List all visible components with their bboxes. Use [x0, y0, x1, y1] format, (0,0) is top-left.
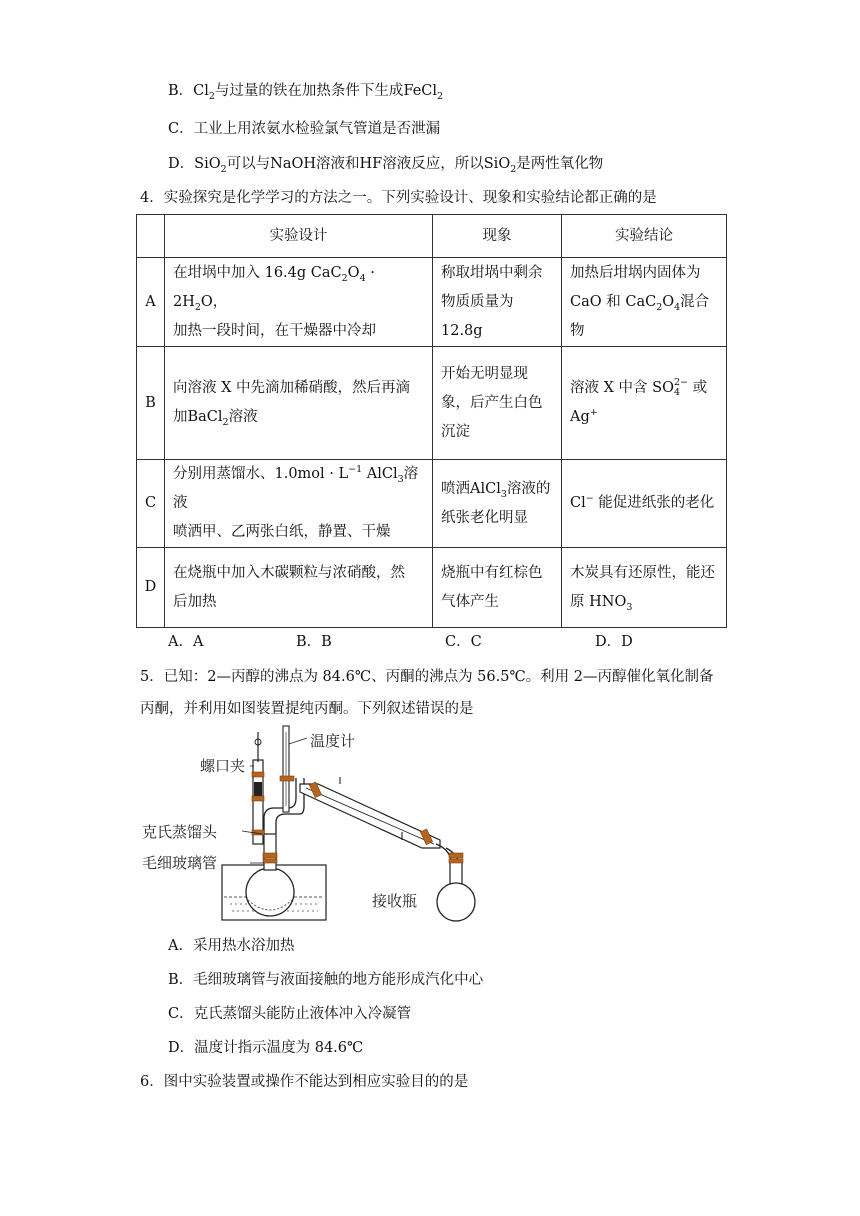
table-header-row [137, 215, 727, 258]
table-header-design: 实验设计 [165, 215, 433, 258]
cell-phenomenon: 开始无明显现 象，后产生白色 沉淀 [433, 347, 562, 460]
table-header-conclusion: 实验结论 [562, 215, 727, 258]
table-header-blank [137, 215, 165, 258]
claisen-head [264, 778, 296, 834]
q5-option-a: A．采用热水浴加热 [168, 938, 295, 954]
receiver-flask [437, 883, 475, 921]
q5-option-b: B．毛细玻璃管与液面接触的地方能形成汽化中心 [168, 972, 484, 988]
cell-design: 在烧瓶中加入木碳颗粒与浓硝酸，然 后加热 [165, 548, 433, 628]
q4-stem: 4．实验探究是化学学习的方法之一。下列实验设计、现象和实验结论都正确的是 [140, 190, 657, 206]
label-claisen-head: 克氏蒸馏头 [142, 823, 218, 841]
cell-design: 在坩埚中加入 16.4g $CaC_2O_4 \cdot 2H_2O$， 加热一段时间，在干燥器中冷却 [165, 258, 433, 347]
q4-option-d: D．D [595, 634, 633, 650]
q5-option-d: D．温度计指示温度为 84.6℃ [168, 1040, 364, 1056]
row-label: A [137, 258, 165, 347]
label-screw-clamp: 螺口夹 [200, 757, 246, 775]
row-label: C [137, 460, 165, 548]
cell-conclusion: 溶液 X 中含 SO 2− 4 或 Ag+ [562, 347, 727, 460]
q3-option-b: B．$Cl_2$与过量的铁在加热条件下生成FeCl$_2$ [168, 83, 444, 102]
distillation-apparatus-figure [140, 722, 480, 927]
cell-phenomenon: 喷洒AlCl$_3$溶液的 纸张老化明显 [433, 460, 562, 548]
cell-conclusion: Cl− 能促进纸张的老化 [562, 460, 727, 548]
q5-option-c: C．克氏蒸馏头能防止液体冲入冷凝管 [168, 1006, 412, 1022]
clamp-ring [252, 772, 264, 777]
table-row-b [137, 347, 727, 460]
label-thermometer: 温度计 [310, 732, 356, 750]
q4-option-b: B．B [296, 634, 332, 650]
q4-table [136, 214, 727, 628]
cell-phenomenon: 烧瓶中有红棕色 气体产生 [433, 548, 562, 628]
row-label: D [137, 548, 165, 628]
distilling-flask [246, 868, 294, 916]
q5-stem-line-1: 5．已知：2—丙醇的沸点为 84.6℃、丙酮的沸点为 56.5℃。利用 2—丙醇催化氧化制备 [140, 669, 714, 685]
q3-option-c: C．工业上用浓氨水检验氯气管道是否泄漏 [168, 121, 441, 137]
q3-option-d: D．SiO$_2$可以与NaOH溶液和HF溶液反应，所以SiO$_2$是两性氧化物 [168, 156, 604, 175]
table-row-d [137, 548, 727, 628]
cell-design: 向溶液 X 中先滴加稀硝酸，然后再滴 加BaCl$_2$溶液 [165, 347, 433, 460]
q5-stem-line-2: 丙酮，并利用如图装置提纯丙酮。下列叙述错误的是 [140, 701, 474, 717]
cell-conclusion: 加热后坩埚内固体为 CaO 和 $CaC_2O_4$混合物 [562, 258, 727, 347]
q4-option-a: A．A [168, 634, 204, 650]
label-receiver: 接收瓶 [372, 892, 418, 910]
cell-phenomenon: 称取坩埚中剩余 物质质量为12.8g [433, 258, 562, 347]
q6-stem: 6．图中实验装置或操作不能达到相应实验目的的是 [140, 1074, 469, 1090]
cell-design: 分别用蒸馏水、$1.0mol \cdot L^{-1}$ AlCl$_3$溶液 喷洒甲、乙两张白纸，静置、干燥 [165, 460, 433, 548]
table-row-a [137, 258, 727, 347]
q4-option-c: C．C [445, 634, 482, 650]
table-row-c [137, 460, 727, 548]
label-capillary: 毛细玻璃管 [142, 854, 218, 872]
cell-conclusion: 木炭具有还原性，能还 原 $HNO_3$ [562, 548, 727, 628]
row-label: B [137, 347, 165, 460]
table-header-phenomenon: 现象 [433, 215, 562, 258]
flask-neck [264, 834, 276, 870]
